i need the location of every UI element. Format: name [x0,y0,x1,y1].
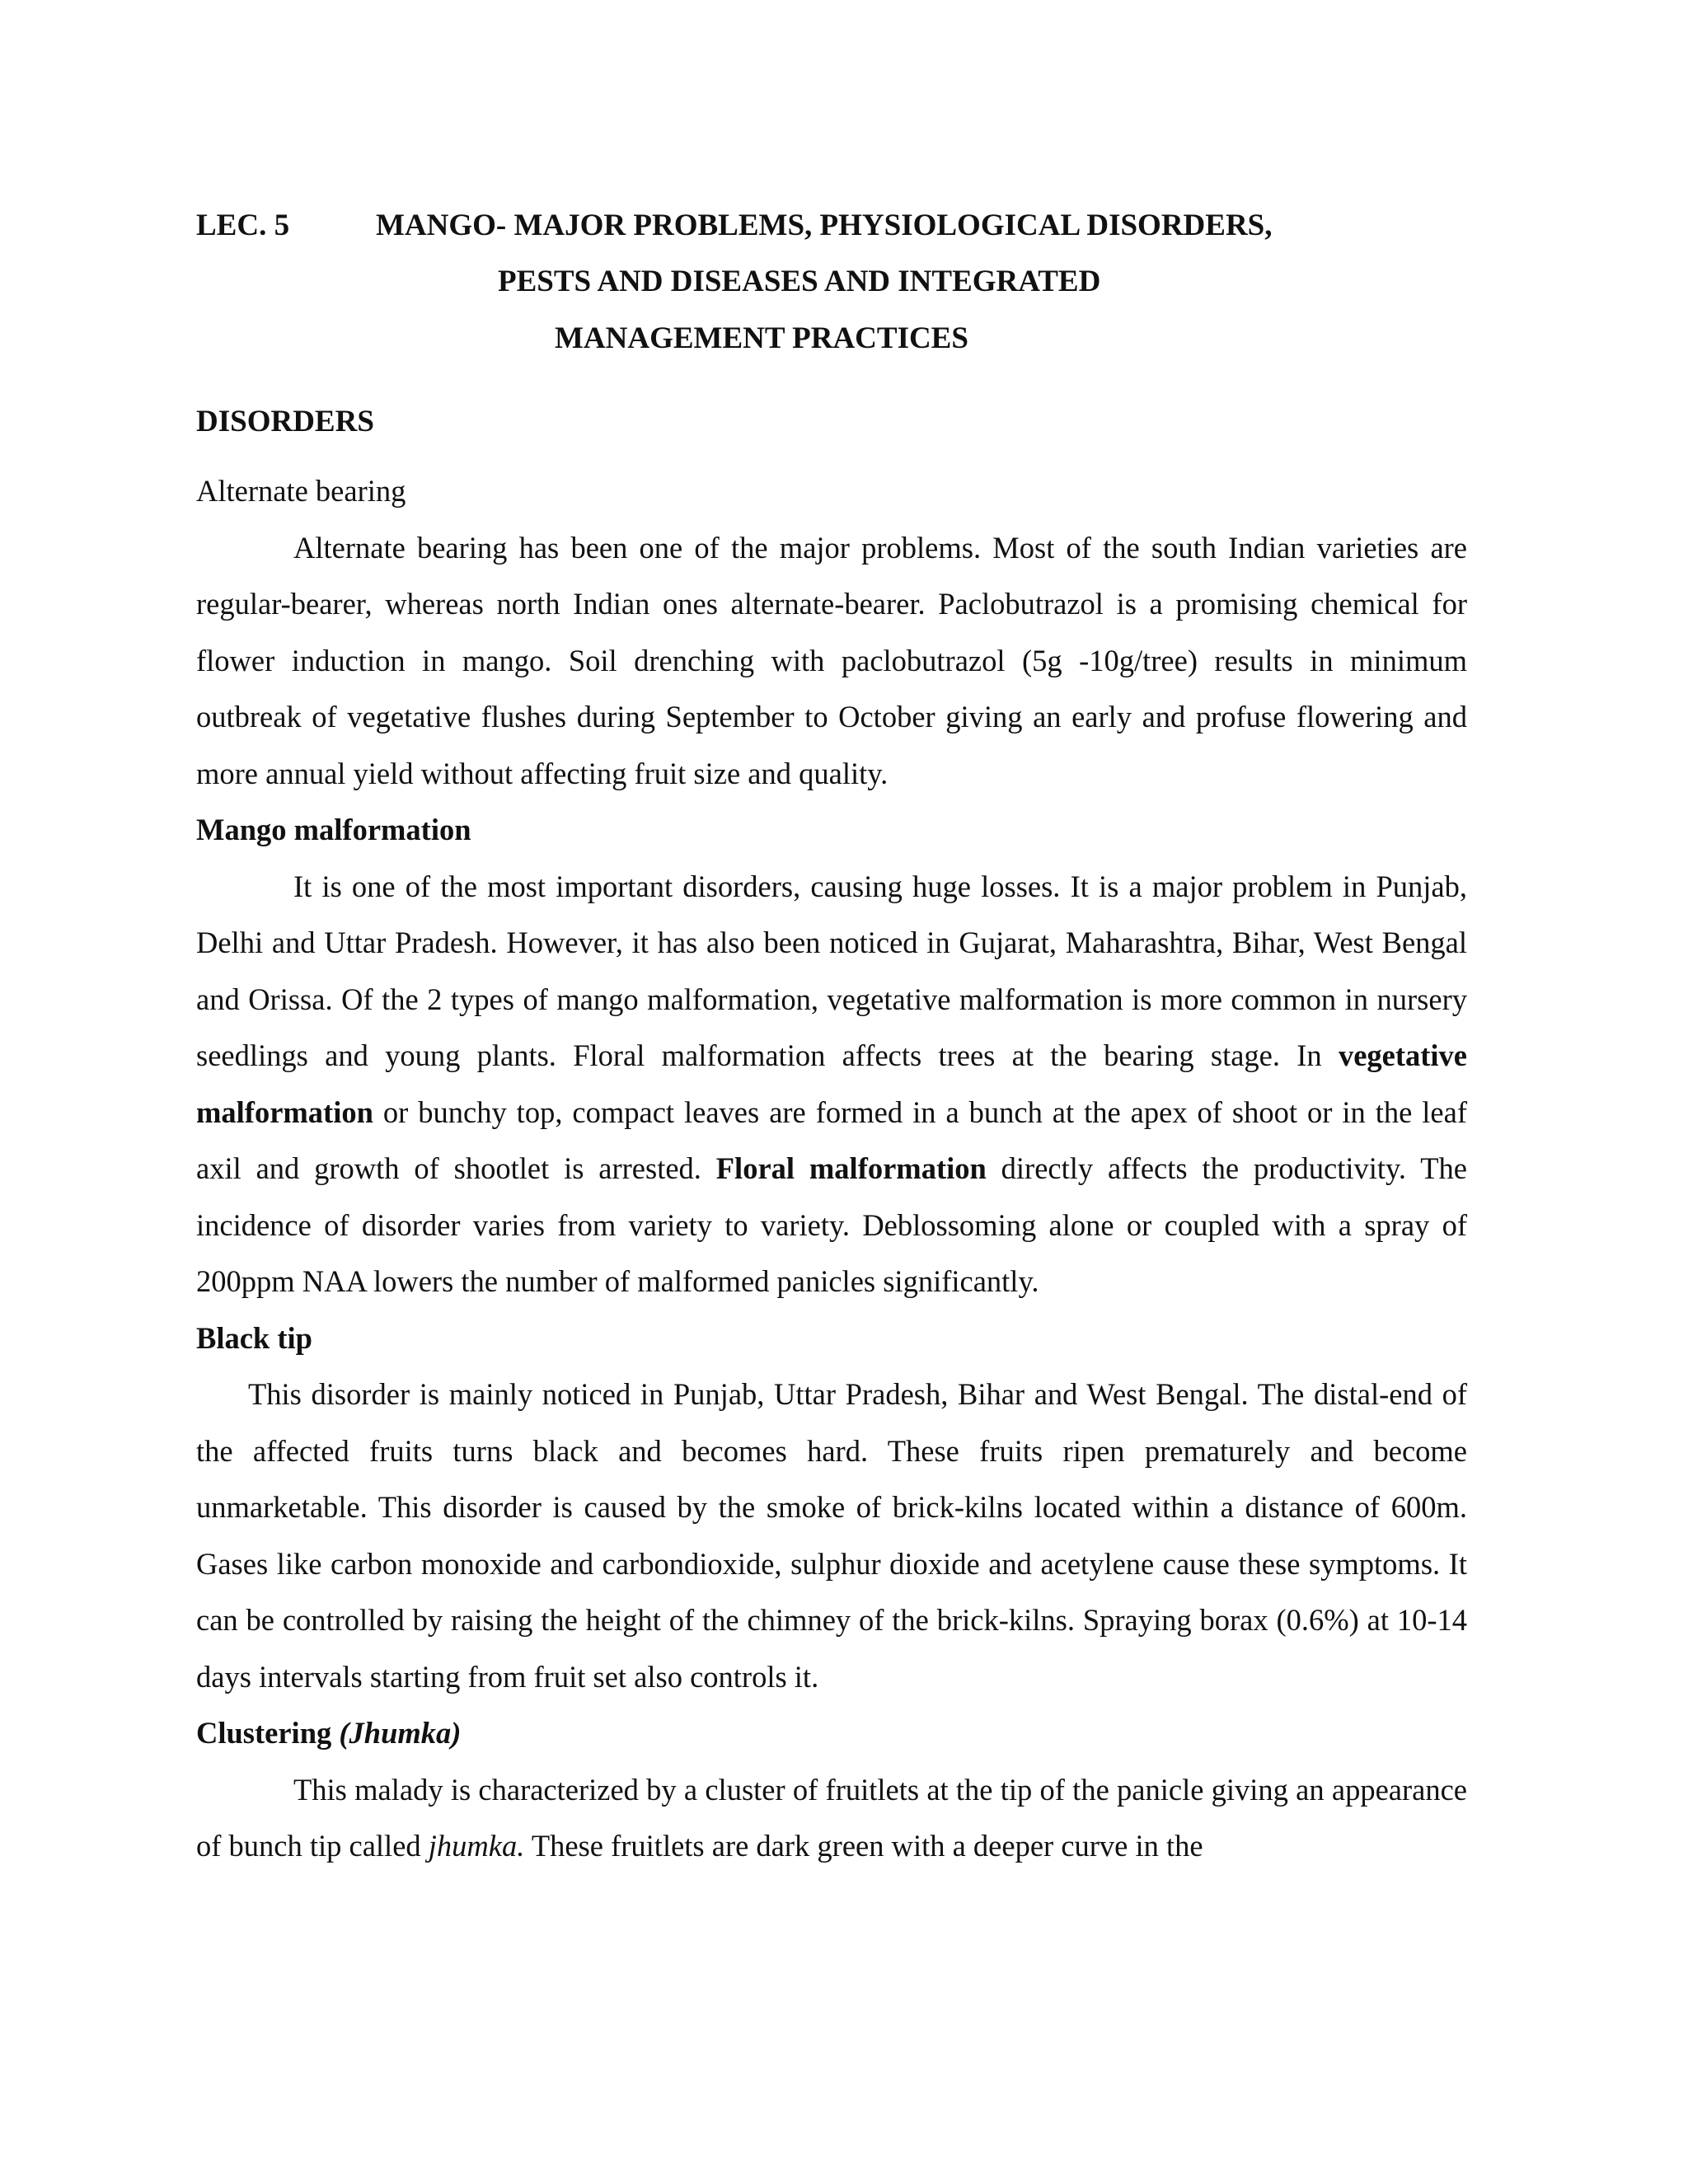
jhumka-term: jhumka. [428,1829,525,1863]
lecture-title-line-1: MANGO- MAJOR PROBLEMS, PHYSIOLOGICAL DISORDERS, [376,209,1273,242]
clustering-heading-italic: (Jhumka) [339,1716,462,1750]
malformation-text-1: It is one of the most important disorders, causing huge losses. It is a major problem in Punjab, Delhi and Uttar Pradesh. However, it has also been noticed in Gujarat, Maharashtra, Bihar, West Bengal and Orissa. Of the 2 types of mango malformation, vegetative malformation is more common in nursery seedlings and young plants. Floral malformation affects trees at the bearing stage. In [196,869,1467,1072]
lecture-title-line-2: PESTS AND DISEASES AND INTEGRATED [498,265,1101,298]
clustering-heading-text: Clustering [196,1716,340,1750]
mango-malformation-paragraph [196,859,1467,1310]
alternate-bearing-paragraph: Alternate bearing has been one of the major problems. Most of the south Indian varieties are regular-bearer, whereas north Indian ones alternate-bearer. Paclobutrazol is a promising chemical for flower induction in mango. Soil drenching with paclobutrazol (5g -10g/tree) results in minimum outbreak of vegetative flushes during September to October giving an early and profuse flowering and more annual yield without affecting fruit size and quality. [196,530,1467,790]
malformation-text-2: or bunchy top, compact leaves are formed in a bunch at the apex of shoot or in the leaf axil and growth of shootlet is arrested. [196,1094,1467,1185]
floral-malformation-term: Floral malformation [715,1151,987,1185]
vegetative-malformation-term: vegetative malformation [196,1038,1467,1129]
section-heading: DISORDERS [196,405,374,438]
clustering-text-2: These fruitlets are dark green with a deeper curve in the [524,1829,1203,1863]
black-tip-paragraph: This disorder is mainly noticed in Punjab, Uttar Pradesh, Bihar and West Bengal. The distal-end of the affected fruits turns black and becomes hard. These fruits ripen prematurely and become unmarketable. This disorder is caused by the smoke of brick-kilns located within a distance of 600m. Gases like carbon monoxide and carbondioxide, sulphur dioxide and acetylene cause these symptoms. It can be controlled by raising the height of the chimney of the brick-kilns. Spraying borax (0.6%) at 10-14 days intervals starting from fruit set also controls it. [196,1377,1467,1694]
document-body [196,463,1467,1875]
clustering-paragraph [196,1762,1467,1875]
malformation-text-3: directly affects the productivity. The incidence of disorder varies from variety to variety. Deblossoming alone or coupled with a spray of 200ppm NAA lowers the number of malformed panicles significantly. [196,1151,1467,1298]
clustering-text-1: This malady is characterized by a cluster of fruitlets at the tip of the panicle giving an appearance of bunch tip called [196,1772,1467,1863]
clustering-heading [196,1705,1467,1762]
alternate-bearing-heading: Alternate bearing [196,474,406,508]
black-tip-heading: Black tip [196,1320,312,1355]
mango-malformation-heading: Mango malformation [196,813,471,846]
lecture-number: LEC. 5 [196,209,290,242]
lecture-title-line-3: MANAGEMENT PRACTICES [555,321,968,355]
